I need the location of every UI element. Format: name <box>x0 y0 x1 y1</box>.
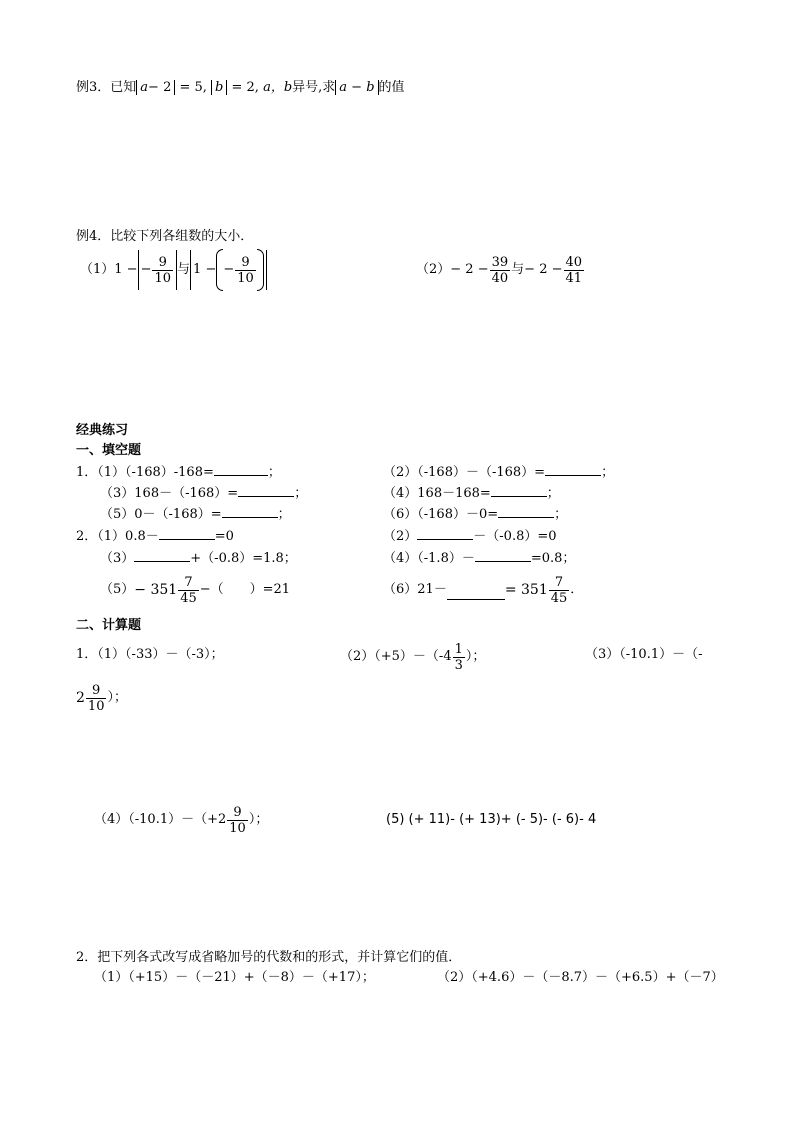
answer-blank[interactable] <box>222 505 278 518</box>
answer-blank[interactable] <box>498 505 554 518</box>
ex3-label: 例3．已知 <box>76 80 137 95</box>
abs-neg-frac: − $\frac{9}{10}$ <box>138 250 177 290</box>
calc-q1-item3: （3）（-10.1）－（- <box>585 647 703 662</box>
answer-blank[interactable] <box>417 527 473 540</box>
fill-q1-row3: （5）0－（-168）= ； <box>100 507 291 522</box>
fill-q2-row1b: （2） －（-0.8）=0 <box>383 529 557 544</box>
calc-q2-prompt: 2．把下列各式改写成省略加号的代数和的形式，并计算它们的值． <box>76 950 462 965</box>
fill-title: 一、填空题 <box>76 443 142 458</box>
answer-blank[interactable] <box>545 463 601 476</box>
answer-blank[interactable] <box>475 549 531 562</box>
example-4-title: 例4．比较下列各组数的大小． <box>76 229 254 244</box>
section-title: 经典练习 <box>76 423 129 438</box>
fill-q2-row3b: （6）21－ = 351 $\frac{7}{45}$ ． <box>383 574 584 606</box>
answer-blank[interactable] <box>134 549 190 562</box>
calc-q1-item3-cont: 2 $\frac{9}{10}$ ）； <box>76 682 127 714</box>
calc-q2-item1: （1）（+15）－（－21）+（－8）－（+17）； <box>94 970 375 985</box>
example-4-part-1: （1） 1 − − $\frac{9}{10}$ 与 1 − − $\frac{9}{10}$ <box>80 248 267 292</box>
answer-blank[interactable] <box>491 484 547 497</box>
answer-blank[interactable] <box>214 463 268 476</box>
example-4-part-2: （2） − 2 − $\frac{39}{40}$ 与 − 2 − $\frac{40}{41}$ <box>416 254 583 286</box>
abs-a-minus-2: a− 2 <box>136 80 175 95</box>
fill-q1-row2b: （4）168－168= ； <box>383 486 560 501</box>
fill-q1-row2: （3）168－（-168）= ； <box>100 486 308 501</box>
fill-q2-row1: 2．（1）0.8－ =0 <box>76 529 234 544</box>
fill-q1-row3b: （6）（-168）－0= ； <box>383 507 568 522</box>
abs-one-minus-paren: 1 − − $\frac{9}{10}$ <box>190 250 267 290</box>
fill-q1-row1: 1．（1）（-168）-168= ； <box>76 465 281 480</box>
fill-q1-row1b: （2）（-168）－（-168）= ； <box>383 465 615 480</box>
abs-b: b <box>211 80 227 95</box>
answer-blank[interactable] <box>159 527 215 540</box>
fill-q2-row3: （5） − 351 $\frac{7}{45}$ −（ ）=21 <box>100 574 291 606</box>
calc-title: 二、计算题 <box>76 618 142 633</box>
calc-q1-item1: 1．（1）（-33）－（-3）； <box>76 647 224 662</box>
answer-blank[interactable] <box>447 587 505 600</box>
abs-a-minus-b: a − b <box>335 80 378 95</box>
fill-q2-row2b: （4）（-1.8）－ =0.8； <box>383 551 576 566</box>
example-3: 例3．已知 a− 2 = 5, b = 2, a，b异号,求 a − b 的值 <box>76 80 405 95</box>
calc-q1-item4: （4）（-10.1）－（+2 $\frac{9}{10}$ ）； <box>94 804 269 836</box>
fill-q2-row2: （3） +（-0.8）=1.8； <box>100 551 297 566</box>
answer-blank[interactable] <box>238 484 294 497</box>
calc-q1-item2: （2）（+5）－（-4 $\frac{1}{3}$ ）； <box>340 641 486 673</box>
calc-q1-item5: (5) (+ 11)- (+ 13)+ (- 5)- (- 6)- 4 <box>386 812 597 827</box>
calc-q2-item2: （2）（+4.6）－（－8.7）－（+6.5）+（－7） <box>437 970 724 985</box>
